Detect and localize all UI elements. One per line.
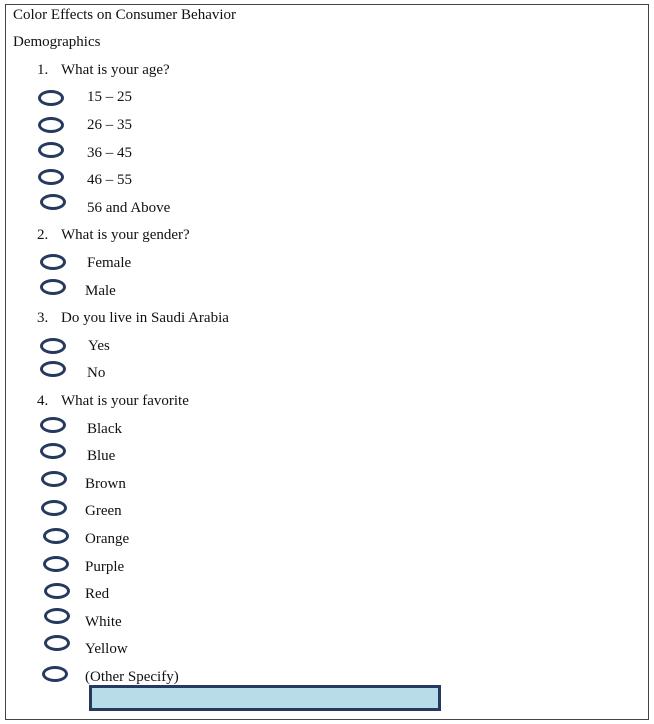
question-2: [37, 226, 190, 244]
radio-color-red[interactable]: [44, 583, 70, 599]
option-label: (Other Specify): [85, 669, 179, 685]
option-label: 15 – 25: [87, 89, 132, 105]
question-number: 4.: [37, 393, 49, 409]
question-text: Do you live in Saudi Arabia: [61, 310, 229, 326]
option-label: Blue: [87, 448, 116, 464]
option-label: Purple: [85, 559, 125, 575]
option-label: White: [85, 614, 122, 630]
radio-age-46-55[interactable]: [38, 169, 64, 185]
radio-gender-female[interactable]: [40, 254, 66, 270]
option-label: 36 – 45: [87, 145, 132, 161]
question-3: [37, 309, 229, 327]
option-label: 46 – 55: [87, 172, 132, 188]
radio-age-56-above[interactable]: [40, 194, 66, 210]
option-label: Yellow: [85, 641, 128, 657]
option-label: Orange: [85, 531, 130, 547]
radio-color-yellow[interactable]: [44, 635, 70, 651]
question-1: [37, 61, 170, 79]
radio-gender-male[interactable]: [40, 279, 66, 295]
option-label: Male: [85, 283, 116, 299]
radio-saudi-yes[interactable]: [40, 338, 66, 354]
radio-color-purple[interactable]: [43, 556, 69, 572]
question-number: 2.: [37, 227, 49, 243]
section-heading: Demographics: [13, 34, 101, 50]
form-title: Color Effects on Consumer Behavior: [13, 7, 237, 23]
option-label: Female: [87, 255, 132, 271]
option-label: Brown: [85, 476, 126, 492]
other-specify-input[interactable]: [89, 685, 441, 711]
radio-age-15-25[interactable]: [38, 90, 64, 106]
radio-age-26-35[interactable]: [38, 117, 64, 133]
question-number: 3.: [37, 310, 49, 326]
question-number: 1.: [37, 62, 49, 78]
radio-color-white[interactable]: [44, 608, 70, 624]
option-label: Green: [85, 503, 122, 519]
option-label: Red: [85, 586, 110, 602]
radio-color-orange[interactable]: [43, 528, 69, 544]
option-label: No: [87, 365, 106, 381]
radio-color-blue[interactable]: [40, 443, 66, 459]
question-4: [37, 392, 189, 410]
radio-color-green[interactable]: [41, 500, 67, 516]
radio-color-other[interactable]: [42, 666, 68, 682]
option-label: Black: [87, 421, 122, 437]
option-label: 26 – 35: [87, 117, 132, 133]
option-label: Yes: [88, 338, 110, 354]
radio-age-36-45[interactable]: [38, 142, 64, 158]
question-text: What is your favorite: [61, 393, 189, 409]
question-text: What is your age?: [61, 62, 170, 78]
radio-saudi-no[interactable]: [40, 361, 66, 377]
radio-color-brown[interactable]: [41, 471, 67, 487]
radio-color-black[interactable]: [40, 417, 66, 433]
option-label: 56 and Above: [87, 200, 171, 216]
question-text: What is your gender?: [61, 227, 190, 243]
